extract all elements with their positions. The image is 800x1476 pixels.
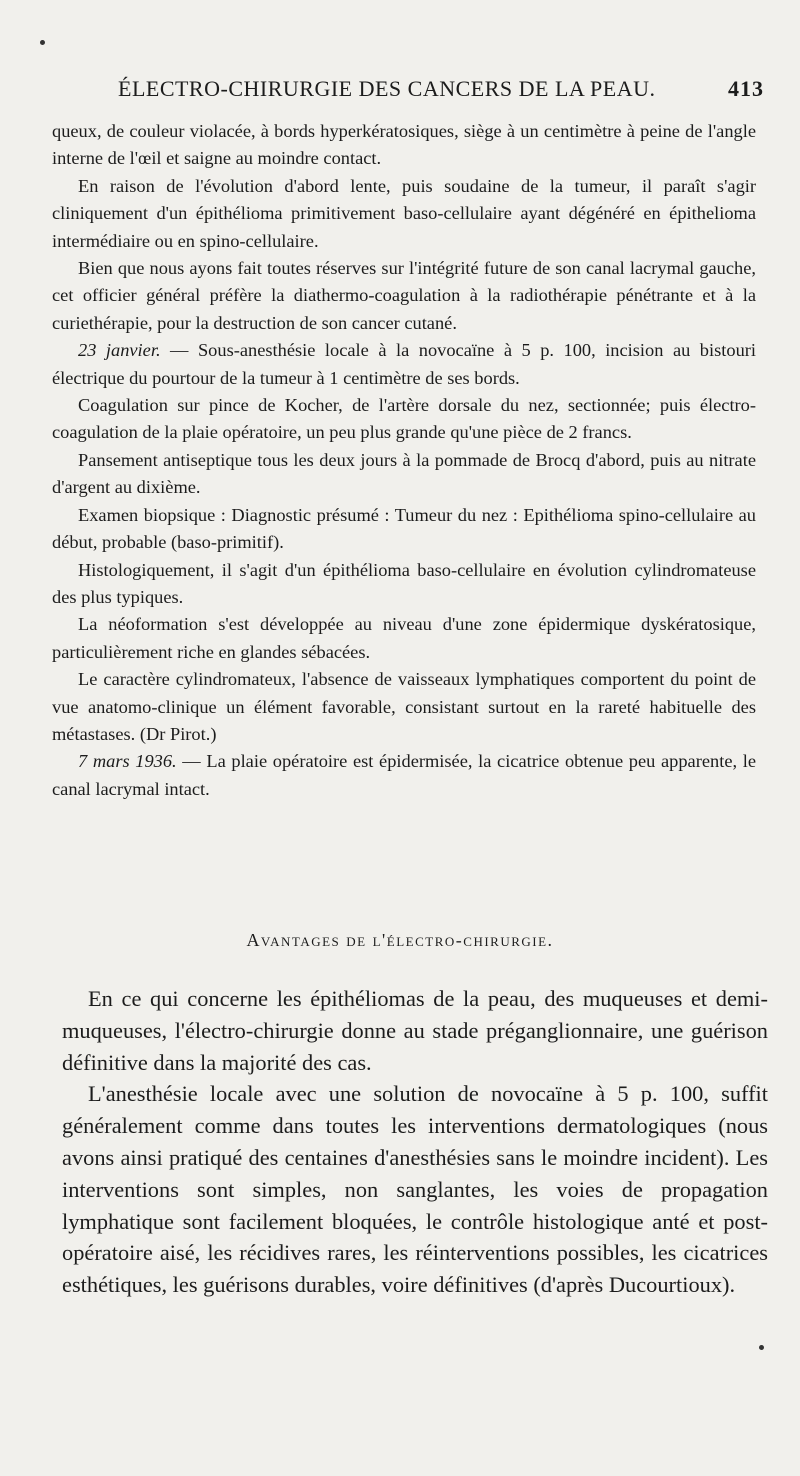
entry-date: 23 janvier. [78,340,161,361]
paragraph: Histologiquement, il s'agit d'un épithélioma baso-cellulaire en évolution cylindromateuse des plus typiques. [52,559,756,607]
paragraph: La néoformation s'est développée au niveau d'une zone épidermique dyskératosique, particulièrement riche en glandes sébacées. [52,614,756,662]
paragraph: En raison de l'évolution d'abord lente, puis soudaine de la tumeur, il paraît s'agir cliniquement d'un épithélioma primitivement baso-cellulaire ayant dégénéré en épithelioma intermédiaire ou en spino-cellulaire. [52,175,756,251]
entry-text: — Sous-anesthésie locale à la novocaïne à 5 p. 100, incision au bistouri électrique du pourtour de la tumeur à 1 centimètre de ses bords. [52,340,756,388]
paragraph [52,337,756,392]
print-speck [759,1345,764,1350]
paragraph: L'anesthésie locale avec une solution de novocaïne à 5 p. 100, suffit généralement comme dans toutes les interventions dermatologiques (nous avons ainsi pratiqué des centaines d'anesthésies sans le moindre incident). Les interventions sont simples, non sanglantes, les voies de propagation lymphatique sont facilement bloquées, le contrôle histologique anté et post-opératoire aisé, les récidives rares, les réinterventions possibles, les cicatrices esthétiques, les guérisons durables, voire définitives (d'après Ducourtioux). [62,1081,768,1298]
paragraph: Le caractère cylindromateux, l'absence de vaisseaux lymphatiques comportent du point de vue anatomo-clinique un élément favorable, consistant surtout en la rareté habituelle des métastases. (Dr Pirot.) [52,669,756,744]
section-heading: Avantages de l'électro-chirurgie. [246,930,554,950]
entry-date: 7 mars 1936. [78,751,177,772]
running-header [118,76,764,106]
paragraph: En ce qui concerne les épithéliomas de la peau, des muqueuses et demi-muqueuses, l'électro-chirurgie donne au stade préganglionnaire, une guérison définitive dans la majorité des cas. [62,986,768,1075]
case-report-text [52,118,756,803]
paragraph: Coagulation sur pince de Kocher, de l'artère dorsale du nez, sectionnée; puis électro-coagulation de la plaie opératoire, un peu plus grande qu'une pièce de 2 francs. [52,395,756,443]
running-title: ÉLECTRO-CHIRURGIE DES CANCERS DE LA PEAU. [118,76,656,101]
entry-text: — La plaie opératoire est épidermisée, la cicatrice obtenue peu apparente, le canal lacrymal intact. [52,751,756,799]
paragraph: Pansement antiseptique tous les deux jours à la pommade de Brocq d'abord, puis au nitrate d'argent au dixième. [52,449,756,498]
paragraph: Examen biopsique : Diagnostic présumé : Tumeur du nez : Epithélioma spino-cellulaire au début, probable (baso-primitif). [52,504,756,553]
page-number: 413 [728,76,764,101]
print-speck [40,40,45,45]
paragraph: Bien que nous ayons fait toutes réserves sur l'intégrité future de son canal lacrymal gauche, cet officier général préfère la diathermo-coagulation à la radiothérapie pénétrante et à la curiethérapie, pour la destruction de son cancer cutané. [52,258,756,333]
paragraph: queux, de couleur violacée, à bords hyperkératosiques, siège à un centimètre à peine de l'angle interne de l'œil et saigne au moindre contact. [52,121,756,169]
paragraph [52,748,756,803]
section-text [62,983,768,1301]
